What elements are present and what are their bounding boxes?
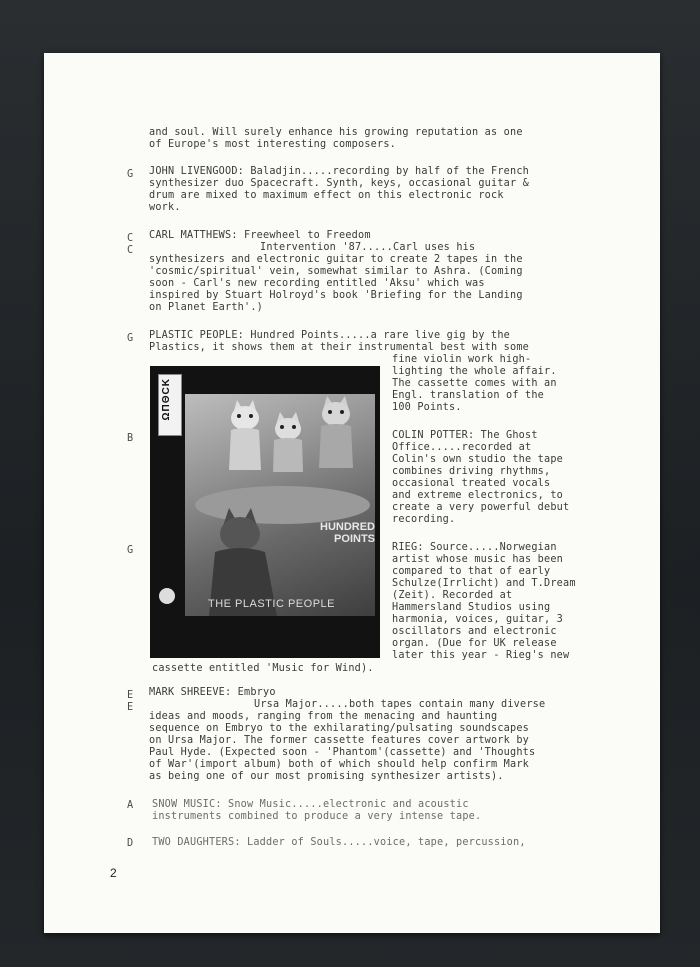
text-line: 100 Points. (392, 402, 462, 413)
text-line: organ. (Due for UK release (392, 638, 557, 649)
text-line: synthesizers and electronic guitar to create 2 tapes in the (149, 254, 523, 265)
cover-title (300, 521, 375, 545)
page-number: 2 (110, 866, 117, 880)
text-line: Ursa Major.....both tapes contain many diverse (254, 699, 546, 710)
text-line: Engl. translation of the (392, 390, 545, 401)
margin-code: C (127, 233, 134, 244)
margin-code: G (127, 333, 134, 344)
text-line: oscillators and electronic (392, 626, 557, 637)
text-line: ideas and moods, ranging from the menacing and haunting (149, 711, 498, 722)
text-line: create a very powerful debut (392, 502, 570, 513)
entry-heading: TWO DAUGHTERS: Ladder of Souls.....voice, tape, percussion, (152, 837, 526, 848)
entry-heading: RIEG: Source.....Norwegian (392, 542, 557, 553)
text-line: on Ursa Major. The former cassette features cover artwork by (149, 735, 530, 746)
cat-figure (227, 400, 263, 470)
text-line: of War'(import album) both of which should help confirm Mark (149, 759, 530, 770)
margin-code: B (127, 433, 134, 444)
text-line: on Planet Earth'.) (149, 302, 264, 313)
text-line: soon - Carl's new recording entitled 'Aksu' which was (149, 278, 485, 289)
album-cover (150, 366, 380, 658)
margin-code: G (127, 545, 134, 556)
text-line: Colin's own studio the tape (392, 454, 564, 465)
text-line: Office.....recorded at (392, 442, 532, 453)
entry-heading: CARL MATTHEWS: Freewheel to Freedom (149, 230, 371, 241)
cover-artwork (185, 394, 375, 616)
entry-heading: SNOW MUSIC: Snow Music.....electronic and acoustic (152, 799, 469, 810)
text-line: Intervention '87.....Carl uses his (260, 242, 476, 253)
text-line: 'cosmic/spiritual' vein, somewhat similar to Ashra. (Coming (149, 266, 523, 277)
text-line: Schulze(Irrlicht) and T.Dream (392, 578, 576, 589)
text-line: inspired by Stuart Holroyd's book 'Briefing for the Landing (149, 290, 523, 301)
text-line: drum are mixed to maximum effect on this electronic rock (149, 190, 504, 201)
text-line: synthesizer duo Spacecraft. Synth, keys, occasional guitar & (149, 178, 530, 189)
text-line: compared to that of early (392, 566, 551, 577)
text-line: later this year - Rieg's new (392, 650, 570, 661)
cat-figure (317, 396, 355, 468)
entry-heading: PLASTIC PEOPLE: Hundred Points.....a rare live gig by the (149, 330, 511, 341)
text-line: lighting the whole affair. (392, 366, 557, 377)
text-line: work. (149, 202, 181, 213)
text-line: and extreme electronics, to (392, 490, 564, 501)
entry-heading: COLIN POTTER: The Ghost (392, 430, 538, 441)
margin-code: D (127, 838, 134, 849)
margin-code: G (127, 169, 134, 180)
text-line: recording. (392, 514, 456, 525)
text-line: as being one of our most promising synthesizer artists). (149, 771, 504, 782)
margin-code: E (127, 702, 134, 713)
cover-title-line: HUNDRED (320, 521, 375, 533)
text-line: (Zeit). Recorded at (392, 590, 513, 601)
label-logo-text: ΩΠΘCK (161, 378, 172, 421)
text-line: Paul Hyde. (Expected soon - 'Phantom'(cassette) and 'Thoughts (149, 747, 536, 758)
cat-figure (271, 412, 305, 472)
label-emblem-icon (159, 588, 175, 604)
cover-title-line: POINTS (334, 533, 375, 545)
text-line: sequence on Embryo to the exhilarating/pulsating soundscapes (149, 723, 530, 734)
margin-code: A (127, 800, 134, 811)
text-line: of Europe's most interesting composers. (149, 139, 397, 150)
text-line: instruments combined to produce a very intense tape. (152, 811, 482, 822)
text-line: and soul. Will surely enhance his growing reputation as one (149, 127, 523, 138)
entry-heading: JOHN LIVENGOOD: Baladjin.....recording by half of the French (149, 166, 530, 177)
text-line: occasional treated vocals (392, 478, 551, 489)
margin-code: E (127, 690, 134, 701)
cover-band-name: THE PLASTIC PEOPLE (208, 598, 335, 610)
text-line: artist whose music has been (392, 554, 564, 565)
text-line: fine violin work high- (392, 354, 532, 365)
text-line: Plastics, it shows them at their instrumental best with some (149, 342, 530, 353)
text-line: cassette entitled 'Music for Wind). (152, 663, 374, 674)
entry-heading: MARK SHREEVE: Embryo (149, 687, 276, 698)
text-line: harmonia, voices, guitar, 3 (392, 614, 564, 625)
margin-code: C (127, 245, 134, 256)
text-line: Hammersland Studios using (392, 602, 551, 613)
text-line: combines driving rhythms, (392, 466, 551, 477)
text-line: The cassette comes with an (392, 378, 557, 389)
